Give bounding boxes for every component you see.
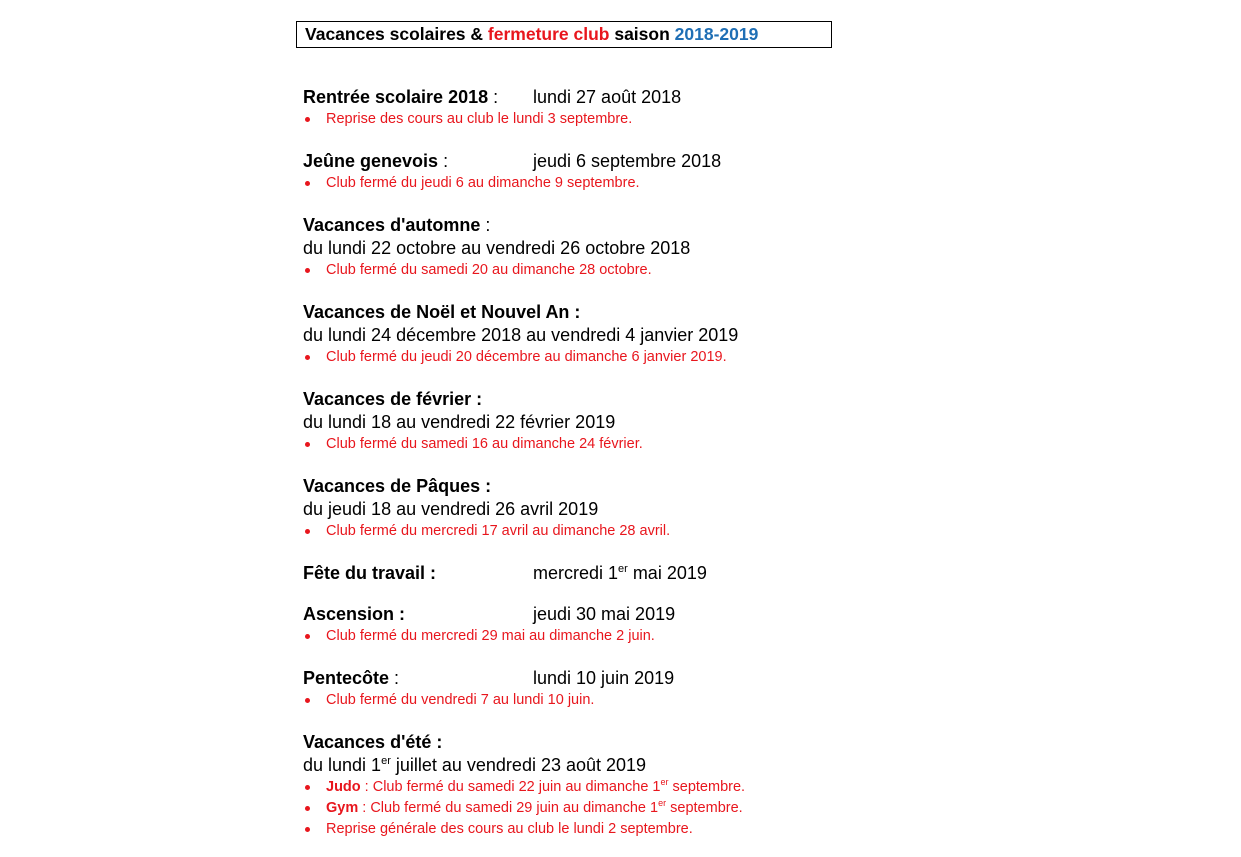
section-title: Rentrée scolaire 2018 bbox=[303, 87, 489, 107]
bullet-icon bbox=[305, 634, 310, 639]
section-header bbox=[303, 667, 1003, 690]
date-text: mercredi 1 bbox=[533, 563, 619, 583]
holiday-list bbox=[303, 86, 1003, 840]
bullet-superscript: er bbox=[658, 798, 667, 808]
bullet-icon bbox=[305, 442, 310, 447]
section-title: Pentecôte bbox=[303, 668, 390, 688]
section-title: Vacances de Pâques : bbox=[303, 476, 492, 496]
list-item bbox=[303, 626, 1003, 647]
section-ete bbox=[303, 731, 1003, 840]
bullet-text: : Club fermé du samedi 29 juin au dimanche 1 bbox=[358, 800, 659, 816]
bullet-text: Club fermé du samedi 20 au dimanche 28 octobre. bbox=[326, 262, 652, 278]
section-header bbox=[303, 214, 1003, 237]
section-fevrier bbox=[303, 388, 1003, 455]
section-date bbox=[303, 754, 1003, 777]
list-item bbox=[303, 260, 1003, 281]
section-title: Vacances d'automne bbox=[303, 215, 481, 235]
bullet-superscript: er bbox=[660, 777, 669, 787]
bullet-icon bbox=[305, 806, 310, 811]
title-text: Vacances scolaires & bbox=[305, 24, 488, 44]
section-date: jeudi 30 mai 2019 bbox=[533, 604, 676, 624]
bullet-icon bbox=[305, 698, 310, 703]
list-item bbox=[303, 173, 1003, 194]
section-title: Jeûne genevois bbox=[303, 151, 439, 171]
section-fete-travail bbox=[303, 562, 1003, 585]
bullet-icon bbox=[305, 117, 310, 122]
bullet-text: Club fermé du jeudi 20 décembre au dimanche 6 janvier 2019. bbox=[326, 349, 727, 365]
bullet-text: Club fermé du vendredi 7 au lundi 10 juin. bbox=[326, 692, 595, 708]
bullet-text: Club fermé du mercredi 29 mai au dimanche 2 juin. bbox=[326, 628, 655, 644]
section-colon: : bbox=[438, 151, 449, 171]
bullet-icon bbox=[305, 181, 310, 186]
list-item bbox=[303, 109, 1003, 130]
list-item bbox=[303, 690, 1003, 711]
list-item-judo bbox=[303, 777, 1003, 798]
bullet-icon bbox=[305, 355, 310, 360]
bullet-text: Reprise des cours au club le lundi 3 septembre. bbox=[326, 111, 633, 127]
bullet-icon bbox=[305, 529, 310, 534]
bullet-text: Club fermé du jeudi 6 au dimanche 9 septembre. bbox=[326, 175, 640, 191]
section-date: jeudi 6 septembre 2018 bbox=[533, 151, 722, 171]
section-date: du lundi 18 au vendredi 22 février 2019 bbox=[303, 412, 616, 432]
section-date: lundi 10 juin 2019 bbox=[533, 668, 675, 688]
list-item bbox=[303, 434, 1003, 455]
section-date: du jeudi 18 au vendredi 26 avril 2019 bbox=[303, 499, 599, 519]
bullet-icon bbox=[305, 827, 310, 832]
section-paques bbox=[303, 475, 1003, 542]
bullet-icon bbox=[305, 785, 310, 790]
list-item bbox=[303, 347, 1003, 368]
section-date: du lundi 24 décembre 2018 au vendredi 4 janvier 2019 bbox=[303, 325, 739, 345]
section-date: du lundi 22 octobre au vendredi 26 octobre 2018 bbox=[303, 238, 691, 258]
page-title bbox=[296, 21, 832, 48]
date-superscript: er bbox=[618, 563, 628, 575]
section-title: Fête du travail : bbox=[303, 563, 437, 583]
section-date: lundi 27 août 2018 bbox=[533, 87, 682, 107]
title-highlight: fermeture club bbox=[487, 24, 610, 44]
section-pentecote bbox=[303, 667, 1003, 711]
section-header bbox=[303, 562, 1003, 585]
bullet-text: Reprise générale des cours au club le lundi 2 septembre. bbox=[326, 821, 693, 837]
title-season: 2018-2019 bbox=[674, 24, 759, 44]
bullet-text: : Club fermé du samedi 22 juin au dimanche 1 bbox=[360, 779, 661, 795]
title-text-2: saison bbox=[609, 24, 675, 44]
date-superscript: er bbox=[381, 755, 391, 767]
list-item bbox=[303, 521, 1003, 542]
bullet-text: Club fermé du mercredi 17 avril au dimanche 28 avril. bbox=[326, 523, 671, 539]
section-jeune bbox=[303, 150, 1003, 194]
section-header bbox=[303, 150, 1003, 173]
section-title: Ascension : bbox=[303, 604, 406, 624]
section-ascension bbox=[303, 603, 1003, 647]
section-title: Vacances de Noël et Nouvel An : bbox=[303, 302, 581, 322]
section-rentree bbox=[303, 86, 1003, 130]
date-text: du lundi 1 bbox=[303, 755, 382, 775]
section-colon: : bbox=[389, 668, 400, 688]
bullet-text-2: septembre. bbox=[666, 800, 743, 816]
section-title: Vacances de février : bbox=[303, 389, 483, 409]
section-date bbox=[533, 562, 707, 585]
bullet-icon bbox=[305, 268, 310, 273]
section-colon: : bbox=[488, 87, 499, 107]
section-header bbox=[303, 86, 1003, 109]
date-text-2: mai 2019 bbox=[627, 563, 707, 583]
list-item-gym bbox=[303, 798, 1003, 819]
section-title: Vacances d'été : bbox=[303, 732, 443, 752]
bullet-text-2: septembre. bbox=[668, 779, 746, 795]
section-automne bbox=[303, 214, 1003, 281]
bullet-label: Judo bbox=[326, 779, 361, 795]
bullet-text: Club fermé du samedi 16 au dimanche 24 février. bbox=[326, 436, 643, 452]
section-noel bbox=[303, 301, 1003, 368]
section-header bbox=[303, 603, 1003, 626]
section-colon: : bbox=[480, 215, 491, 235]
date-text-2: juillet au vendredi 23 août 2019 bbox=[390, 755, 647, 775]
list-item-reprise bbox=[303, 819, 1003, 840]
bullet-label: Gym bbox=[326, 800, 359, 816]
